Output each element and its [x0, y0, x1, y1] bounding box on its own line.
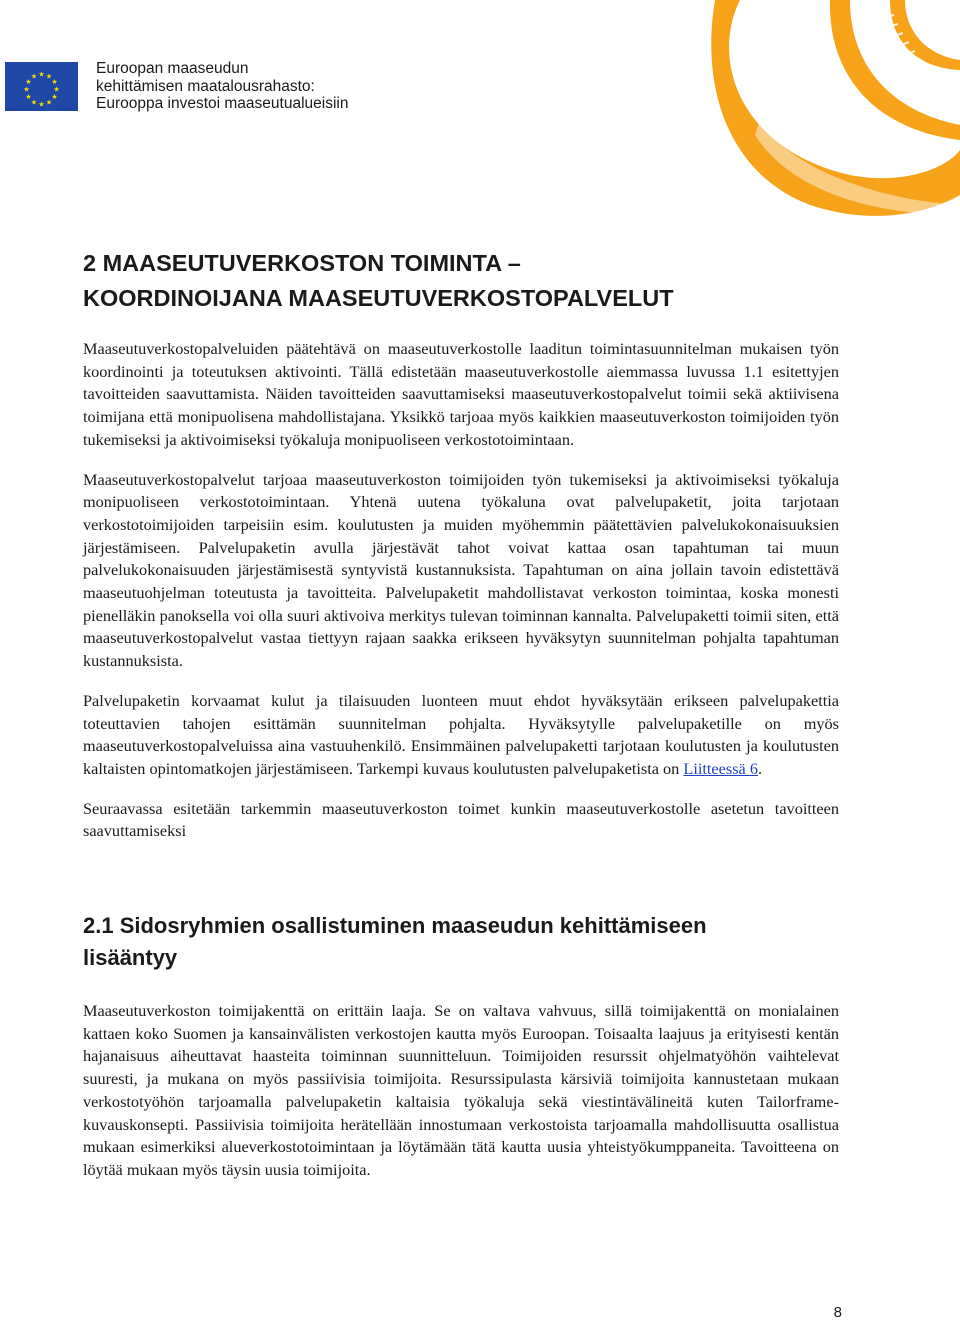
svg-text:★: ★ [45, 72, 53, 81]
heading-line: KOORDINOIJANA MAASEUTUVERKOSTOPALVELUT [83, 285, 674, 311]
svg-text:★: ★ [30, 98, 38, 107]
eu-fund-text [96, 60, 348, 113]
page-header [0, 0, 960, 240]
eu-text-line: kehittämisen maatalousrahasto: [96, 77, 315, 95]
svg-text:★: ★ [30, 72, 38, 81]
svg-text:★: ★ [38, 100, 45, 109]
svg-text:★: ★ [51, 93, 58, 101]
svg-text:★: ★ [25, 93, 32, 101]
paragraph-text: . [757, 758, 763, 778]
heading-line: 2 MAASEUTUVERKOSTON TOIMINTA – [83, 250, 521, 276]
svg-text:★: ★ [51, 78, 58, 86]
heading-line: lisääntyy [83, 945, 178, 971]
document-body [83, 246, 839, 1199]
decorative-swirl-graphic [700, 0, 960, 240]
eu-text-line: Eurooppa investoi maaseutualueisiin [96, 95, 349, 112]
svg-text:★: ★ [38, 70, 45, 79]
paragraph-text: Palvelupaketin korvaamat kulut ja tilaisuuden luonteen muut ehdot hyväksytään erikseen palvelupakettia toteuttavien tahojen esittämän suunnitelman pohjalta. Hyväksytylle palvelupaketille on myös maaseutuverkostopalveluissa aina vastuuhenkilö. Ensimmäinen palvelupaketti tarjotaan koulutusten ja koulutusten kaltaisten opintomatkojen järjestämiseen. Tarkempi kuvaus koulutusten palvelupaketista on [83, 690, 839, 778]
section-heading-2-1 [83, 910, 839, 974]
heading-line: 2.1 Sidosryhmien osallistuminen maaseudun kehittämiseen [83, 913, 707, 939]
svg-text:★: ★ [53, 85, 60, 94]
paragraph: Seuraavassa esitetään tarkemmin maaseutuverkoston toimet kunkin maaseutuverkostolle asetetun tavoitteen saavuttamiseksi [83, 798, 839, 841]
paragraph [83, 690, 839, 781]
svg-text:★: ★ [45, 98, 53, 107]
paragraph: Maaseutuverkoston toimijakenttä on erittäin laaja. Se on valtava vahvuus, sillä toimijakenttä on monialainen kattaen koko Suomen ja kansainvälisten verkostojen kautta myös Euroopan. Toisaalta laajuus ja erityisesti kentän hajanaisuus aiheuttavat haasteita toiminnan suunnitteluun. Toimijoiden resurssit ohjelmatyöhön vaihtelevat suuresti, ja mukana on myös passiivisia toimijoita. Resurssipulasta kärsiviä toimijoita kannustetaan mukaan verkostotyöhön tarjoamalla palvelupaketin kaltaisia työkaluja sekä viestintävälineitä kuten Tailorframe-kuvauskonsepti. Passiivisia toimijoita herätellään innostumaan verkostoista tarjoamalla mahdollisuutta osallistua mukaan esimerkiksi alueverkostotoimintaan ja löytämään tätä kautta uusia yhteistyökumppaneita. Tavoitteena on löytää mukaan myös täysin uusia toimijoita. [83, 1001, 839, 1179]
appendix-6-link[interactable]: Liitteessä 6 [683, 758, 758, 778]
svg-text:★: ★ [23, 85, 30, 94]
eu-text-line: Euroopan maaseudun [96, 60, 249, 77]
paragraph: Maaseutuverkostopalvelut tarjoaa maaseutuverkoston toimijoiden työn tukemiseksi ja aktivoimiseksi työkaluja monipuoliseen verkostotoimintaan. Yhtenä uutena työkaluna ovat palvelupaketit, joita tarjotaan verkostotoimijoiden tarpeisiin esim. koulutusten ja muiden myöhemmin päätettävien palvelukokonaisuuksien järjestämiseen. Palvelupaketin avulla järjestävät tahot voivat kattaa osan tapahtuman tai muun palvelukokonaisuuden järjestämisestä syntyvistä kustannuksista. Tapahtuman on aina jollain tavoin edistettävä maaseutuohjelman toteutusta ja tavoitteita. Palvelupaketit mahdollistavat verkoston toimintaa, koska monesti pienelläkin panoksella voi olla suuri aktivoiva merkitys tulevan toiminnan kannalta. Palvelupaketti toimii siten, että maaseutuverkostopalvelut vastaa tiettyyn rajaan saakka erikseen hyväksytyn suunnitelman pohjalta tapahtuman kustannuksista. [83, 469, 839, 671]
paragraph: Maaseutuverkostopalveluiden päätehtävä on maaseutuverkostolle laaditun toimintasuunnitelman mukaisen työn koordinointi ja toteutuksen aktivointi. Tällä edistetään maaseutuverkostolle aiemmassa luvussa 1.1 esitettyjen tavoitteiden saavuttamista. Näiden tavoitteiden saavuttamiseksi maaseutuverkostopalvelut toimii sekä aktiivisena toimijana että monipuolisena mahdollistajana. Yksikkö tarjoaa myös kaikkien maaseutuverkoston toimijoiden työn tukemiseksi ja aktivoimiseksi työkaluja monipuoliseen verkostotoimintaan. [83, 339, 839, 449]
section-heading-2 [83, 246, 839, 316]
eu-stars-icon [5, 62, 78, 111]
page-number: 8 [833, 1304, 842, 1321]
svg-text:★: ★ [25, 78, 32, 86]
eu-flag-logo [5, 62, 78, 111]
